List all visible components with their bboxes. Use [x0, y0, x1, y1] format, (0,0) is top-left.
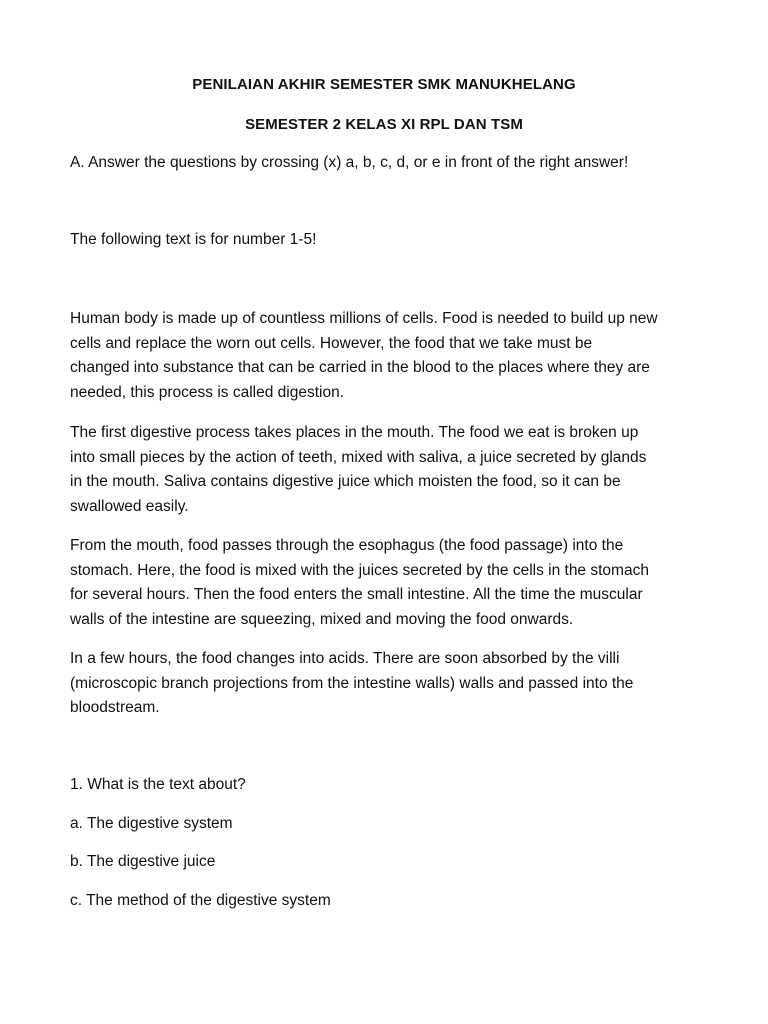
paragraph-line: From the mouth, food passes through the esophagus (the food passage) into the: [70, 537, 624, 554]
passage-intro: The following text is for number 1-5!: [70, 231, 317, 248]
paragraph-2: [70, 421, 710, 519]
paragraph-line: into small pieces by the action of teeth, mixed with saliva, a juice secreted by glands: [70, 448, 647, 466]
paragraph-3: [70, 534, 710, 632]
answer-option-a: a. The digestive system: [70, 815, 233, 832]
paragraph-line: for several hours. Then the food enters the small intestine. All the time the muscular: [70, 586, 643, 603]
paragraph-line: swallowed easily.: [70, 497, 189, 515]
answer-option-b: b. The digestive juice: [70, 853, 216, 870]
paragraph-line: changed into substance that can be carried in the blood to the places where they are: [70, 359, 650, 376]
paragraph-4: [70, 647, 710, 721]
document-title: PENILAIAN AKHIR SEMESTER SMK MANUKHELANG: [192, 76, 576, 93]
paragraph-1: [70, 307, 710, 405]
paragraph-line: (microscopic branch projections from the intestine walls) walls and passed into the: [70, 674, 634, 692]
paragraph-line: in the mouth. Saliva contains digestive juice which moisten the food, so it can be: [70, 473, 621, 490]
paragraph-line: stomach. Here, the food is mixed with the juices secreted by the cells in the stomach: [70, 561, 649, 579]
paragraph-line: cells and replace the worn out cells. However, the food that we take must be: [70, 334, 593, 352]
paragraph-line: bloodstream.: [70, 699, 160, 716]
instruction-text: A. Answer the questions by crossing (x) a, b, c, d, or e in front of the right answer!: [70, 154, 629, 171]
paragraph-line: The first digestive process takes places in the mouth. The food we eat is broken up: [70, 424, 639, 441]
paragraph-line: In a few hours, the food changes into acids. There are soon absorbed by the villi: [70, 650, 620, 667]
answer-option-c: c. The method of the digestive system: [70, 892, 331, 909]
paragraph-line: needed, this process is called digestion.: [70, 383, 344, 401]
paragraph-line: Human body is made up of countless millions of cells. Food is needed to build up new: [70, 310, 658, 327]
question-text: 1. What is the text about?: [70, 776, 246, 793]
document-subtitle: SEMESTER 2 KELAS XI RPL DAN TSM: [245, 116, 523, 133]
paragraph-line: walls of the intestine are squeezing, mixed and moving the food onwards.: [70, 610, 574, 628]
